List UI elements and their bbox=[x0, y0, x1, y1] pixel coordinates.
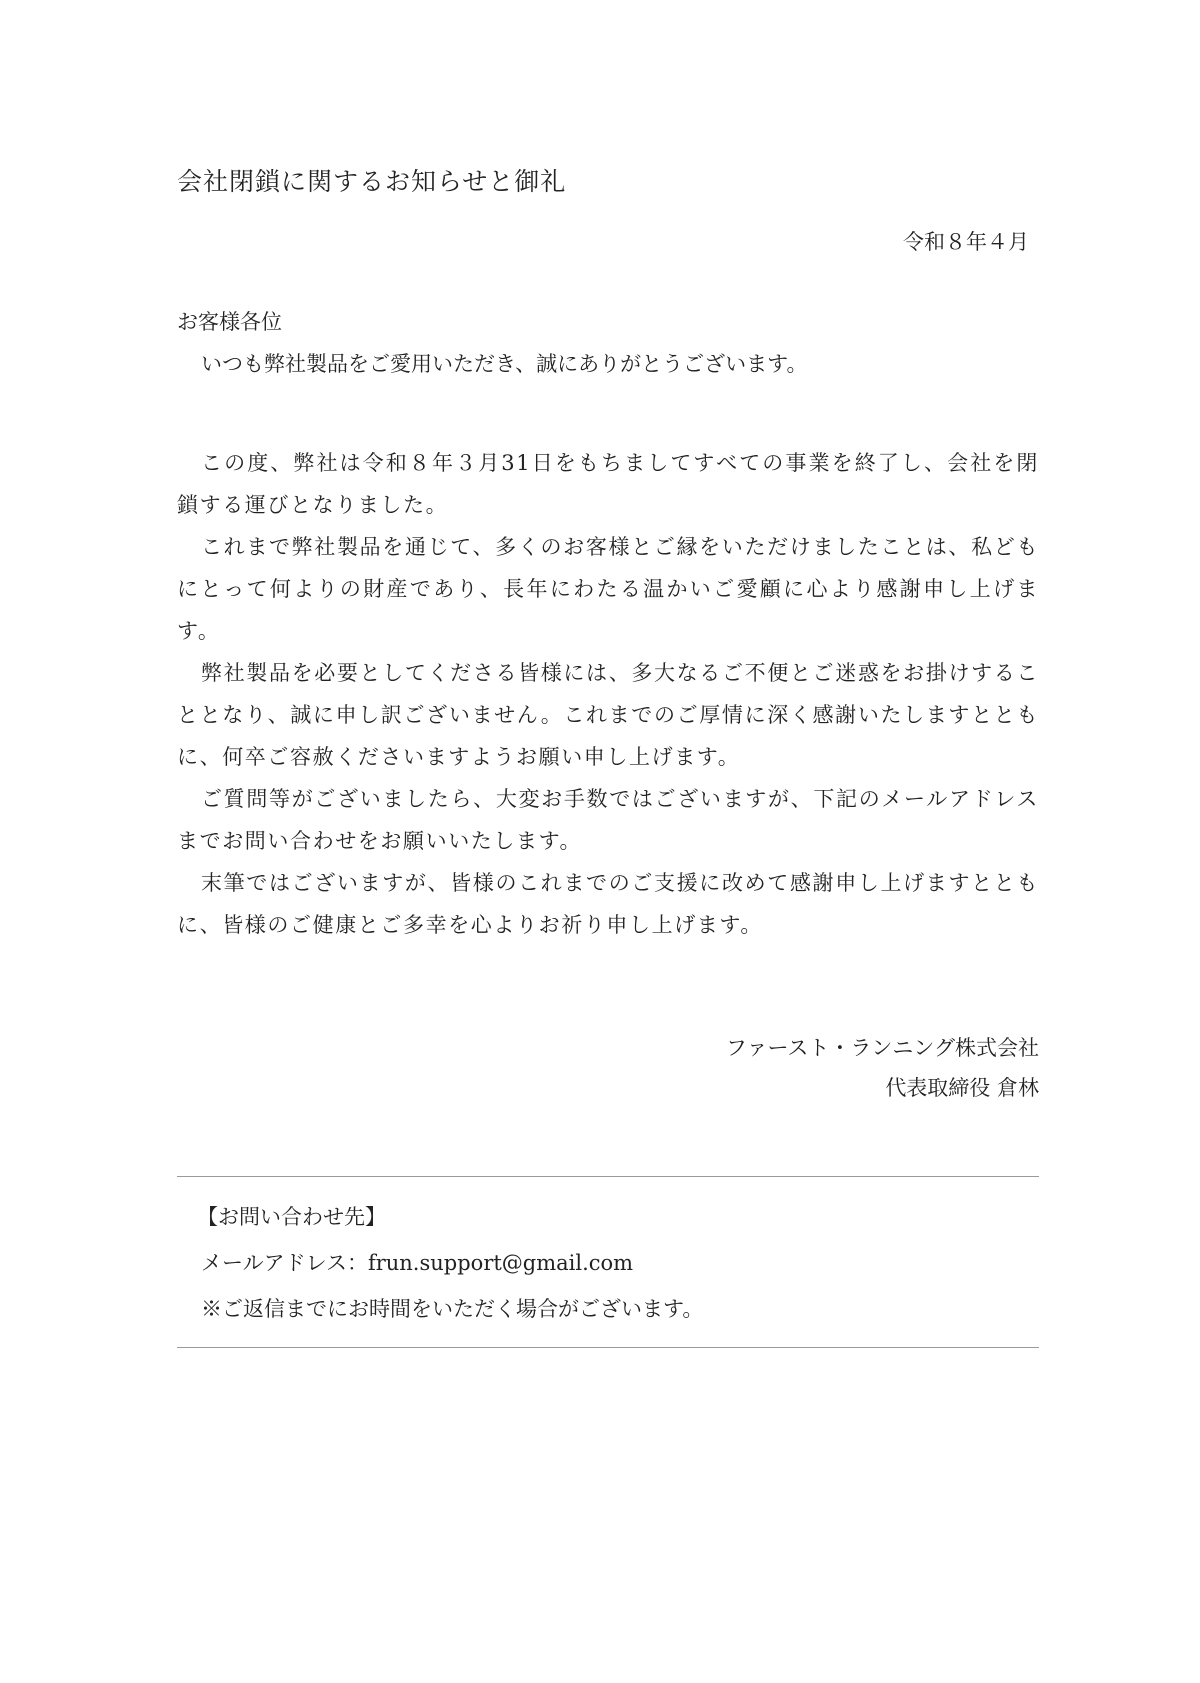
paragraph: これまで弊社製品を通じて、多くのお客様とご縁をいただけましたことは、私どもにとって何よりの財産であり、長年にわたる温かいご愛顧に心より感謝申し上げます。 bbox=[177, 535, 1039, 643]
contact-email: メールアドレス：frun.support@gmail.com bbox=[201, 1251, 634, 1275]
contact-note: ※ご返信までにお時間をいただく場合がございます。 bbox=[201, 1297, 704, 1321]
letter-page bbox=[177, 0, 1039, 1683]
company-name: ファースト・ランニング株式会社 bbox=[725, 1036, 1039, 1060]
salutation: お客様各位 bbox=[177, 310, 282, 334]
contact-heading: 【お問い合わせ先】 bbox=[197, 1205, 386, 1229]
document-title: 会社閉鎖に関するお知らせと御礼 bbox=[177, 167, 567, 196]
greeting: いつも弊社製品をご愛用いただき、誠にありがとうございます。 bbox=[201, 352, 808, 376]
paragraph: この度、弊社は令和８年３月31日をもちましてすべての事業を終了し、会社を閉鎖する運びとなりました。 bbox=[177, 451, 1039, 517]
body-text bbox=[177, 442, 1039, 946]
paragraph: 末筆ではございますが、皆様のこれまでのご支援に改めて感謝申し上げますとともに、皆様のご健康とご多幸を心よりお祈り申し上げます。 bbox=[177, 871, 1039, 937]
signature-block bbox=[726, 1028, 1039, 1108]
paragraph: ご質問等がございましたら、大変お手数ではございますが、下記のメールアドレスまでお問い合わせをお願いいたします。 bbox=[177, 787, 1039, 853]
contact-box bbox=[177, 1176, 1039, 1348]
representative-name: 代表取締役 倉林 bbox=[885, 1076, 1039, 1100]
paragraph: 弊社製品を必要としてくださる皆様には、多大なるご不便とご迷惑をお掛けすることとなり、誠に申し訳ございません。これまでのご厚情に深く感謝いたしますとともに、何卒ご容赦くださいますようお願い申し上げます。 bbox=[177, 661, 1039, 769]
document-date: 令和８年４月 bbox=[903, 230, 1029, 254]
